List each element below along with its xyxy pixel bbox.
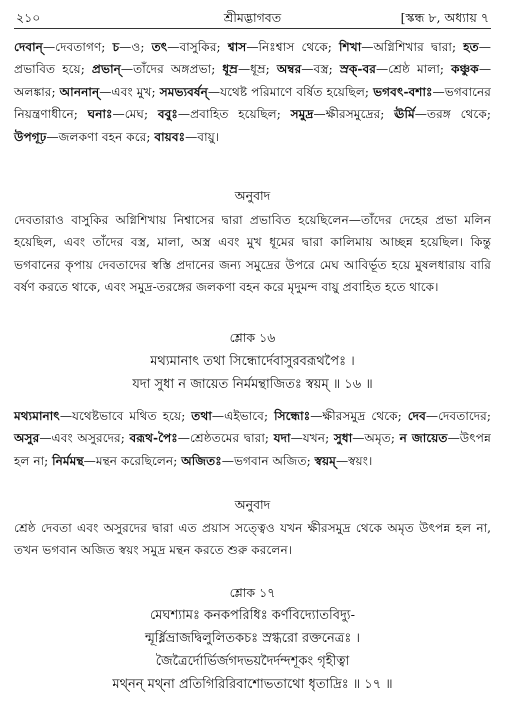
synonym-meaning: —ধূম্র; [237, 62, 277, 77]
translation-paragraph-2: শ্রেষ্ঠ দেবতা এবং অসুরদের দ্বারা এত প্রয়াস সত্ত্বেও যখন ক্ষীরসমুদ্র থেকে অমৃত উৎপন্ন হল না, তখন ভগবান অজিত স্বয়ং সমুদ্র মন্থন করতে শুরু করলেন। [14, 521, 491, 558]
synonyms-paragraph-2 [14, 405, 491, 472]
translation-heading-2: অনুবাদ [234, 497, 271, 512]
chapter-reference: [স্কন্ধ ৮, অধ্যায় ৭ [400, 10, 489, 25]
synonym-word: প্রভান্ [91, 62, 121, 77]
synonym-word: দেবান্ [14, 40, 43, 54]
verse-line: মথ্নন্ মথ্না প্রতিগিরিরিবাশোভতাথো ধৃতাদ্রিঃ ॥ ১৭ ॥ [112, 677, 393, 692]
synonym-word: সুধা [333, 431, 353, 446]
synonym-meaning: —তাঁদের অঙ্গপ্রভা; [120, 62, 223, 77]
synonym-word: বরূথ-পৈঃ [129, 431, 178, 446]
synonym-meaning: —ক্ষীরসমুদ্রের; [313, 107, 395, 122]
synonym-word: বায়বঃ [154, 129, 186, 144]
synonym-meaning: —শ্রেষ্ঠ মালা; [375, 62, 452, 77]
header-rule [14, 28, 491, 29]
synonym-meaning: —উৎপন্ন হল না; [14, 431, 491, 468]
synonym-meaning: —ভগবানের নিয়ন্ত্রণাধীনে; [14, 84, 491, 122]
synonym-meaning: —যথেষ্টভাবে মথিত হয়ে; [59, 409, 192, 423]
synonym-meaning: —এইভাবে; [211, 409, 275, 423]
synonym-word: ধূম্র [222, 62, 238, 77]
synonym-word: দেব [407, 409, 426, 423]
verse-line: ন্মূর্ধ্নিভ্রাজদ্বিলুলিতকচঃ স্রগ্ধরো রক্তনেত্রঃ । [144, 631, 361, 646]
synonym-word: স্বয়ম্ [314, 453, 336, 468]
synonym-meaning: —দেবতাদের; [425, 409, 491, 423]
synonym-word: চ [112, 40, 120, 54]
verse-line: জৈত্রৈর্দোর্ভির্জগদভয়দৈর্দন্দশূকং গৃহীত্বা [155, 654, 350, 669]
synonym-word: শিখা [339, 40, 362, 54]
synonym-word: শ্বাস [227, 40, 247, 54]
synonym-meaning: —অলঙ্কার; [14, 62, 491, 99]
book-title: শ্রীমদ্ভাগবত [223, 10, 282, 25]
verse-16-heading: শ্লোক ১৬ [229, 330, 276, 345]
synonym-word: আননান্ [59, 84, 100, 99]
synonym-meaning: —ও; [119, 40, 152, 54]
synonym-meaning: —ভগবান অজিত; [221, 453, 315, 468]
synonym-meaning: —নিঃশ্বাস থেকে; [246, 40, 340, 54]
synonym-word: অজিতঃ [181, 453, 222, 468]
synonym-word: অসুর [14, 431, 40, 446]
synonym-word: কঞ্চুক [451, 62, 479, 77]
synonym-word: ববুঃ [157, 107, 178, 122]
synonym-meaning: —বায়ু। [185, 129, 220, 144]
synonym-word: উপগূঢ় [14, 129, 47, 144]
synonym-meaning: —ক্ষীরসমুদ্র থেকে; [310, 409, 408, 423]
verse-17-heading: শ্লোক ১৭ [229, 585, 276, 600]
synonym-word: অম্বর [276, 62, 302, 77]
synonym-meaning: —শ্রেষ্ঠতমের দ্বারা; [177, 431, 274, 446]
verse-16-text [0, 350, 505, 396]
synonym-word: সমুদ্র [290, 107, 314, 122]
verse-line: মথ্যমানাৎ তথা সিন্ধোর্দেবাসুরবরূথপৈঃ । [150, 354, 355, 369]
translation-paragraph-1: দেবতারাও বাসুকির অগ্নিশিখায় নিশ্বাসের দ্বারা প্রভাবিত হয়েছিলেন—তাঁদের দেহের প্রভা মলিন হয়েছিল, এবং তাঁদের বস্ত্র, মালা, অস্ত্র এবং মুখ ধূমের দ্বারা কালিমায় আচ্ছন্ন হয়েছিল। কিন্তু ভগবানের কৃপায় দেবতাদের স্বস্তি প্রদানের জন্য সমুদ্রের উপরে মেঘ আবির্ভূত হয়ে মুষলধারায় বারি বর্ষণ করতে থাকে, এবং সমুদ্র-তরঙ্গের জলকণা বহন করে মৃদুমন্দ বায়ু প্রবাহিত হতে থাকে। [14, 213, 491, 295]
synonym-word: যদা [273, 431, 291, 446]
synonym-word: স্রক্-বর [339, 62, 376, 77]
synonym-meaning: —অমৃত; [352, 431, 400, 446]
verse-17-text [0, 604, 505, 696]
translation-heading-1: অনুবাদ [234, 188, 271, 203]
synonym-word: মথ্যমানাৎ [14, 409, 60, 423]
synonym-word: সিন্ধোঃ [274, 409, 311, 423]
synonym-word: ভগবৎ-বশাঃ [373, 84, 433, 99]
synonym-word: তৎ [151, 40, 168, 54]
synonym-meaning: —তরঙ্গ থেকে; [414, 107, 491, 122]
synonym-meaning: —প্রবাহিত হয়েছিল; [177, 107, 291, 122]
synonym-meaning: —যথেষ্ট পরিমাণে বর্ষিত হয়েছিল; [207, 84, 374, 99]
synonym-meaning: —এবং মুখ; [99, 84, 160, 99]
synonym-word: নির্মমন্থ [52, 453, 84, 468]
synonym-meaning: —অগ্নিশিখার দ্বারা; [361, 40, 464, 54]
page-number: ২১০ [16, 10, 41, 25]
synonym-word: সমভ্যবর্ষন্ [159, 84, 208, 99]
verse-line: মেঘশ্যামঃ কনকপরিধিঃ কর্ণবিদ্যোতবিদ্যু- [150, 608, 355, 623]
synonym-word: হত [463, 40, 479, 54]
synonym-meaning: —যখন; [290, 431, 334, 446]
synonyms-paragraph-1 [14, 36, 491, 148]
synonym-word: ঘনাঃ [87, 107, 113, 122]
synonym-meaning: —এবং অসুরদের; [39, 431, 130, 446]
synonym-meaning: —প্রভাবিত হয়ে; [14, 40, 491, 77]
synonym-word: তথা [191, 409, 212, 423]
synonym-meaning: —বাসুকির; [167, 40, 228, 54]
synonym-meaning: —জলকণা বহন করে; [46, 129, 155, 144]
synonym-meaning: —বস্ত্র; [301, 62, 340, 77]
synonym-meaning: —মন্থন করেছিলেন; [83, 453, 182, 468]
running-header [14, 6, 491, 28]
verse-line: যদা সুধা ন জায়েত নির্মমন্থাজিতঃ স্বয়ম্ ॥ ১৬ ॥ [132, 377, 373, 392]
synonym-word: ঊর্মি [394, 107, 415, 122]
synonym-meaning: —দেবতাগণ; [42, 40, 113, 54]
synonym-word: ন জায়েত [399, 431, 448, 446]
synonym-meaning: —স্বয়ং। [335, 453, 373, 468]
synonym-meaning: —মেঘ; [112, 107, 158, 122]
